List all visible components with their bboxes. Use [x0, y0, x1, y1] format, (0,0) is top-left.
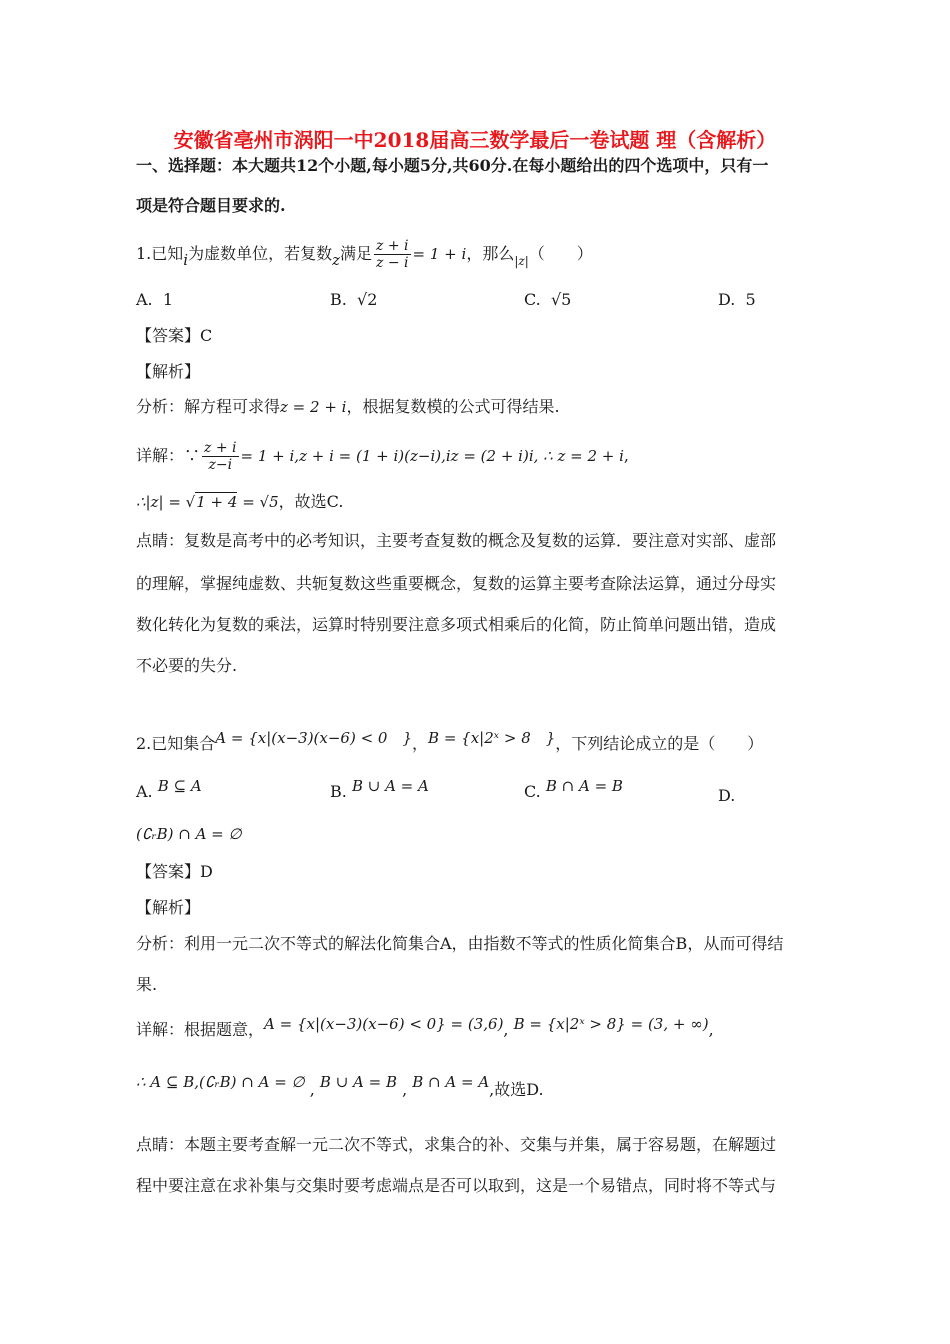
section-heading-line2: 项是符合题目要求的.: [136, 196, 286, 215]
q1-option-a: [136, 290, 173, 309]
q1-detail-frac-num: z + i: [204, 440, 237, 456]
q2-analysis-line2: 果.: [136, 975, 158, 994]
q1-detail-fraction: [202, 440, 238, 473]
q1-comment-line3: 数化转化为复数的乘法，运算时特别要注意多项式相乘后的化简，防止简单问题出错，造成: [136, 615, 777, 634]
q2-detail: 详解：根据题意，A = {x|(x−3)(x−6) < 0} = (3,6), B = {x|2ˣ > 8} = (3, + ∞),: [136, 1015, 714, 1039]
q2-detail-set-b: B = {x|2ˣ > 8} = (3, + ∞): [513, 1015, 709, 1033]
q2-detail-set-a: A = {x|(x−3)(x−6) < 0} = (3,6): [264, 1015, 504, 1033]
q1-frac-num: z + i: [376, 238, 409, 254]
q1-option-c-label: C.: [524, 290, 541, 309]
q2-conclusion-1: ∴ A ⊆ B,(∁ᵣB) ∩ A = ∅: [136, 1073, 305, 1091]
q2-conclusion-end: ,故选D.: [489, 1080, 544, 1099]
q2-stem: [136, 729, 764, 754]
q1-because-symbol: ∵: [184, 446, 201, 465]
q1-detail-frac-den: z−i: [208, 457, 233, 473]
q2-option-a: [136, 777, 202, 801]
q2-option-d-value: (∁ᵣB) ∩ A = ∅: [136, 825, 242, 843]
q2-option-b-label: B.: [330, 782, 347, 801]
q1-z-symbol: z: [332, 251, 341, 269]
q2-conclusion-2: B ∪ A = B: [319, 1073, 397, 1091]
q2-option-a-label: A.: [136, 782, 153, 801]
q1-analysis-text-b: ，根据复数模的公式可得结果.: [346, 397, 560, 416]
q1-fraction: [374, 238, 410, 271]
section-heading-line1: 一、选择题：本大题共12个小题,每小题5分,共60分.在每小题给出的四个选项中，只有一: [136, 156, 769, 175]
q1-detail: [136, 440, 629, 473]
q2-option-b: [330, 777, 429, 801]
q1-analysis: [136, 397, 560, 417]
q2-set-b: B = {x|2ˣ > 8 }: [428, 729, 556, 747]
q1-abs-z: |z|: [514, 254, 529, 268]
q2-detail-label: 详解：根据题意，: [136, 1020, 265, 1039]
q2-conclusion: ∴ A ⊆ B,(∁ᵣB) ∩ A = ∅ , B ∪ A = B , B ∩ A = A,故选D.: [136, 1073, 544, 1099]
q1-comment-line1: 点睛：复数是高考中的必考知识，主要考查复数的概念及复数的运算．要注意对实部、虚部: [136, 531, 777, 550]
q2-option-a-value: B ⊆ A: [157, 777, 202, 795]
q1-frac-den: z − i: [376, 255, 409, 271]
q2-analysis-line1: 分析：利用一元二次不等式的解法化简集合A，由指数不等式的性质化简集合B，从而可得结: [136, 934, 784, 953]
q1-stem-d: ，那么: [466, 244, 515, 263]
q2-separator: ，: [412, 734, 429, 753]
q1-therefore-sqrt: 1 + 4: [196, 493, 238, 511]
q2-analysis-heading: 【解析】: [136, 898, 201, 917]
q2-stem-a: 2.已知集合: [136, 734, 216, 753]
q1-option-c: [524, 290, 571, 309]
q1-option-d-value: 5: [745, 290, 756, 309]
q1-equation: = 1 + i: [412, 245, 467, 263]
q2-option-d: [718, 786, 735, 805]
q2-option-c-label: C.: [524, 782, 541, 801]
q2-comment-line2: 程中要注意在求补集与交集时要考虑端点是否可以取到，这是一个易错点，同时将不等式与: [136, 1176, 777, 1195]
q1-analysis-equation: z = 2 + i: [280, 398, 347, 416]
q1-detail-label: 详解：: [136, 446, 185, 465]
q1-therefore-a: ∴|z| =: [136, 493, 186, 511]
q1-option-d-label: D.: [718, 290, 736, 309]
q1-option-a-value: 1: [162, 290, 173, 309]
q1-i-symbol: i: [183, 251, 189, 269]
q2-option-c-value: B ∩ A = B: [545, 777, 623, 795]
q1-comment-line2: 的理解，掌握纯虚数、共轭复数这些重要概念，复数的运算主要考查除法运算，通过分母实: [136, 574, 777, 593]
q2-option-d-label: D.: [718, 786, 736, 805]
q1-stem-c: 满足: [340, 244, 373, 263]
q1-option-b: [330, 290, 377, 309]
q1-option-d: [718, 290, 756, 309]
q1-paren: （ ）: [528, 244, 593, 263]
q2-stem-b: ，下列结论成立的是（ ）: [555, 734, 764, 753]
q2-conclusion-3: B ∩ A = A: [412, 1073, 490, 1091]
q2-answer: 【答案】D: [136, 862, 213, 881]
q2-option-c: [524, 777, 623, 801]
q2-comment-line1: 点睛：本题主要考查解一元二次不等式，求集合的补、交集与并集，属于容易题，在解题过: [136, 1135, 777, 1154]
q1-stem: [136, 238, 593, 271]
q2-set-a: A = {x|(x−3)(x−6) < 0 }: [215, 729, 413, 747]
q2-option-b-value: B ∪ A = A: [351, 777, 429, 795]
q1-analysis-text-a: 分析：解方程可求得: [136, 397, 281, 416]
q1-therefore: ∴|z| = √1 + 4 = √5，故选C.: [136, 492, 344, 511]
q1-answer: 【答案】C: [136, 326, 213, 345]
q1-analysis-heading: 【解析】: [136, 362, 201, 381]
document-title: 安徽省亳州市涡阳一中2018届高三数学最后一卷试题 理（含解析）: [173, 128, 777, 152]
q1-option-c-value: √5: [550, 290, 572, 309]
q1-option-b-value: √2: [357, 290, 378, 309]
q1-stem-a: 1.已知: [136, 244, 184, 263]
q1-detail-comma: ,: [623, 446, 630, 465]
q1-stem-b: 为虚数单位，若复数: [188, 244, 333, 263]
q1-option-b-label: B.: [330, 290, 347, 309]
q1-therefore-conclusion: ，故选C.: [278, 492, 344, 511]
q1-option-a-label: A.: [136, 290, 153, 309]
q1-therefore-b: = √5: [237, 493, 279, 511]
q1-detail-equations: = 1 + i,z + i = (1 + i)(z−i),iz = (2 + i)i, ∴ z = 2 + i: [240, 447, 624, 465]
q1-comment-line4: 不必要的失分.: [136, 656, 238, 675]
